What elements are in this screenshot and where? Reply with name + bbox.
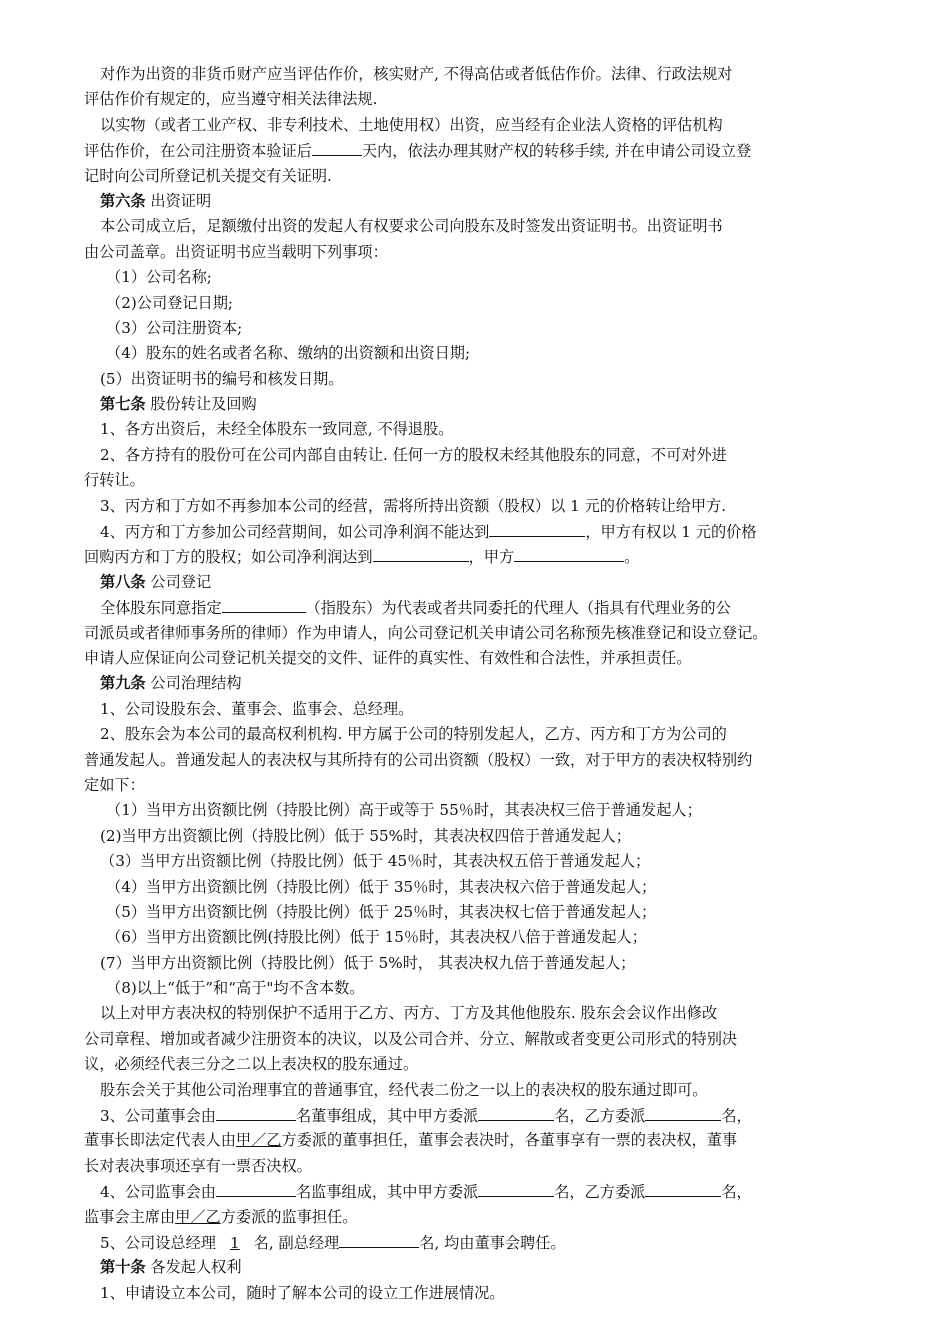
article-title: 公司治理结构: [145, 674, 242, 693]
list-item: （4）股东的姓名或者名称、缴纳的出资额和出资日期;: [106, 344, 471, 363]
fill-blank: [222, 595, 306, 613]
text-segment: 4、丙方和丁方参加公司经营期间，如公司净利润不能达到: [100, 523, 490, 542]
text-line: [84, 1205, 904, 1230]
text-segment: 4、公司监事会由: [100, 1183, 216, 1202]
underlined-choice: 甲／乙: [175, 1207, 221, 1226]
text-line: [84, 1230, 904, 1255]
text-line: 行转让。: [84, 471, 145, 490]
text-line: 本公司成立后，足额缴付出资的发起人有权要求公司向股东及时签发出资证明书。出资证明书: [100, 217, 723, 236]
article-number: 第六条: [100, 191, 146, 210]
fill-blank: [645, 1179, 721, 1197]
text-segment: 名，乙方委派: [554, 1183, 646, 1202]
text-segment: 名监事组成，其中甲方委派: [295, 1183, 479, 1202]
text-line: 1、申请设立本公司，随时了解本公司的设立工作进展情况。: [100, 1283, 505, 1302]
text-segment: 评估作价，在公司注册资本验证后: [84, 142, 312, 161]
text-line: [84, 1103, 904, 1128]
text-segment: 。: [624, 548, 640, 567]
text-line: [84, 138, 904, 163]
list-item: (5）出资证明书的编号和核发日期。: [100, 369, 344, 388]
text-segment: 回购丙方和丁方的股权；如公司净利润达到: [84, 548, 373, 567]
text-line: 评估作价有规定的，应当遵守相关法律法规.: [84, 90, 378, 109]
text-line: 申请人应保证向公司登记机关提交的文件、证件的真实性、有效性和合法性，并承担责任。: [84, 648, 692, 667]
fill-blank: [478, 1103, 554, 1121]
text-line: 以上对甲方表决权的特别保护不适用于乙方、丙方、丁方及其他他股东. 股东会会议作出修改: [100, 1004, 718, 1023]
underlined-choice: 甲／乙: [235, 1131, 282, 1150]
text-line: 长对表决事项还享有一票否决权。: [84, 1156, 312, 1175]
article-number: 第十条: [100, 1258, 146, 1277]
article-number: 第七条: [100, 395, 146, 414]
text-segment: 名，乙方委派: [554, 1107, 646, 1126]
article-number: 第八条: [100, 572, 146, 591]
text-segment: 全体股东同意指定: [100, 599, 222, 618]
text-line: 2、各方持有的股份可在公司内部自由转让. 任何一方的股权未经其他股东的同意，不可对外进: [100, 445, 727, 464]
text-line: 司派员或者律师事务所的律师）作为申请人，向公司登记机关申请公司名称预先核准登记和设立登记。: [84, 623, 768, 642]
text-segment: ，甲方: [468, 548, 515, 567]
text-line: 以实物（或者工业产权、非专利技术、土地使用权）出资，应当经有企业法人资格的评估机构: [100, 115, 723, 134]
list-item: (2)当甲方出资额比例（持股比例）低于 55%时，其表决权四倍于普通发起人；: [100, 826, 631, 845]
text-line: 对作为出资的非货币财产应当评估作价，核实财产, 不得高估或者低估作价。法律、行政法规对: [100, 65, 733, 83]
fill-blank: [373, 544, 469, 562]
text-segment: 5、公司设总经理: [100, 1233, 216, 1252]
text-segment: 方委派的董事担任，董事会表决时，各董事享有一票的表决权，董事: [281, 1131, 738, 1150]
fill-blank: [339, 1230, 419, 1248]
text-line: 2、股东会为本公司的最高权利机构. 甲方属于公司的特别发起人，乙方、丙方和丁方为公司的: [100, 725, 727, 744]
text-line: 公司章程、增加或者减少注册资本的决议，以及公司合并、分立、解散或者变更公司形式的特别决: [84, 1029, 738, 1048]
text-segment: 天内，依法办理其财产权的转移手续, 并在申请公司设立登: [361, 142, 752, 161]
text-segment: 监事会主席由: [84, 1207, 176, 1226]
article-title: 公司登记: [145, 572, 212, 591]
text-line: 普通发起人。普通发起人的表决权与其所持有的公司出资额（股权）一致，对于甲方的表决权特别约: [84, 750, 753, 769]
text-line: [84, 595, 904, 620]
fill-blank: [645, 1103, 721, 1121]
text-line: 由公司盖章。出资证明书应当载明下列事项：: [84, 242, 388, 261]
fill-blank: [312, 138, 362, 156]
list-item: （3）当甲方出资额比例（持股比例）低于 45％时，其表决权五倍于普通发起人；: [100, 852, 651, 871]
text-segment: 名，: [721, 1183, 752, 1202]
text-line: [84, 1128, 904, 1153]
text-line: [84, 519, 904, 544]
text-line: [84, 544, 904, 569]
text-line: [84, 1179, 904, 1204]
text-segment: 名, 副总经理: [253, 1233, 340, 1252]
article-number: 第九条: [100, 674, 146, 693]
list-item: （8)以上“低于”和“高于"均不含本数。: [106, 979, 365, 998]
fill-blank: [514, 544, 624, 562]
list-item: （2)公司登记日期;: [106, 293, 234, 312]
article-heading: [84, 671, 904, 696]
list-item: （1）当甲方出资额比例（持股比例）高于或等于 55％时，其表决权三倍于普通发起人；: [106, 801, 702, 820]
text-segment: 董事长即法定代表人由: [84, 1131, 236, 1150]
list-item: (7）当甲方出资额比例（持股比例）低于 5%时， 其表决权九倍于普通发起人；: [100, 953, 636, 972]
text-segment: 3、公司董事会由: [100, 1107, 216, 1126]
list-item: （4）当甲方出资额比例（持股比例）低于 35％时，其表决权六倍于普通发起人；: [106, 877, 657, 896]
text-segment: ，甲方有权以 1 元的价格: [585, 523, 757, 542]
fill-blank: [478, 1179, 554, 1197]
text-line: 1、各方出资后，未经全体股东一致同意, 不得退股。: [100, 420, 454, 439]
list-item: （3）公司注册资本;: [106, 318, 243, 337]
text-segment: 名, 均由董事会聘任。: [419, 1233, 566, 1252]
article-title: 出资证明: [145, 191, 212, 210]
article-heading: [84, 189, 904, 214]
fill-blank: [489, 519, 585, 537]
article-title: 各发起人权利: [145, 1258, 242, 1277]
article-title: 股份转让及回购: [145, 395, 257, 414]
document-page: [84, 62, 904, 1306]
article-heading: [84, 392, 904, 417]
list-item: （5）当甲方出资额比例（持股比例）低于 25％时，其表决权七倍于普通发起人；: [106, 902, 657, 921]
text-segment: 名董事组成，其中甲方委派: [295, 1107, 479, 1126]
text-line: 1、公司设股东会、董事会、监事会、总经理。: [100, 699, 414, 718]
list-item: （6）当甲方出资额比例(持股比例）低于 15％时，其表决权八倍于普通发起人；: [106, 928, 647, 947]
article-heading: [84, 1255, 904, 1280]
text-segment: （指股东）为代表或者共同委托的代理人（指具有代理业务的公: [305, 599, 731, 618]
underlined-value: 1: [229, 1233, 240, 1252]
text-line: 3、丙方和丁方如不再参加本公司的经营，需将所持出资额（股权）以 1 元的价格转让给甲方.: [100, 496, 727, 515]
text-line: 记时向公司所登记机关提交有关证明.: [84, 166, 332, 185]
text-line: 议，必须经代表三分之二以上表决权的股东通过。: [84, 1055, 419, 1074]
text-line: 定如下：: [84, 775, 145, 794]
text-segment: 方委派的监事担任。: [220, 1207, 358, 1226]
fill-blank: [216, 1103, 296, 1121]
article-heading: [84, 570, 904, 595]
list-item: （1）公司名称;: [106, 268, 212, 287]
text-line: 股东会关于其他公司治理事宜的普通事宜，经代表二份之一以上的表决权的股东通过即可。: [100, 1080, 708, 1099]
text-segment: 名，: [721, 1107, 752, 1126]
fill-blank: [216, 1179, 296, 1197]
